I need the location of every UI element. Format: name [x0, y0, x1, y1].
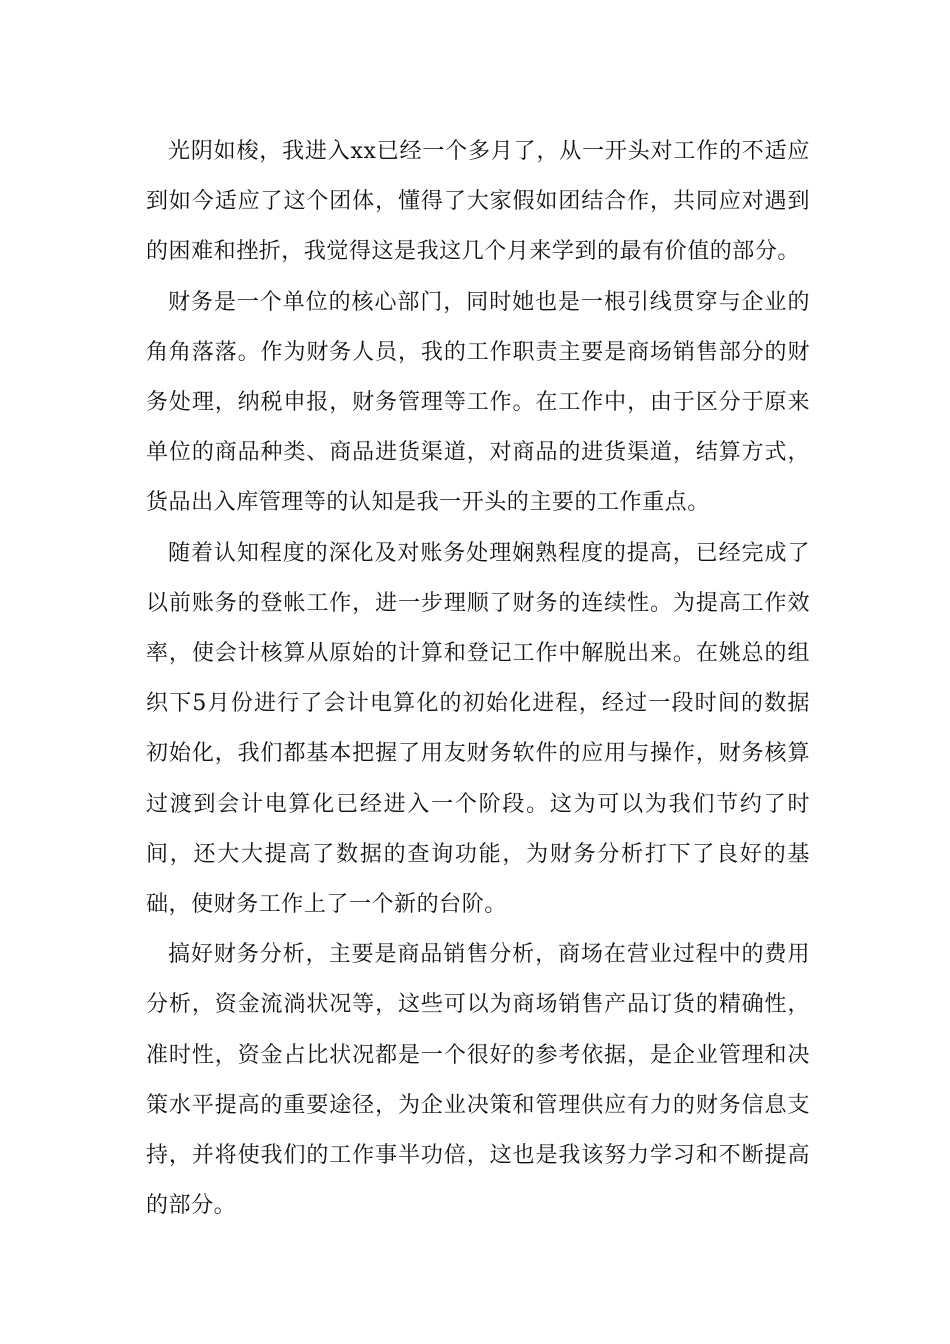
paragraph-4: 搞好财务分析，主要是商品销售分析，商场在营业过程中的费用分析，资金流淌状况等，这些可以为商场销售产品订货的精确性，准时性，资金占比状况都是一个很好的参考依据，是企业管理和决策水平提高的重要途径，为企业决策和管理供应有力的财务信息支持，并将使我们的工作事半功倍，这也是我该努力学习和不断提高的部分。	[146, 942, 810, 1219]
paragraph-1: 光阴如梭，我进入xx已经一个多月了，从一开头对工作的不适应到如今适应了这个团体，懂得了大家假如团结合作，共同应对遇到的困难和挫折，我觉得这是我这几个月来学到的最有价值的部分。	[146, 139, 810, 265]
paragraph-3: 随着认知程度的深化及对账务处理娴熟程度的提高，已经完成了以前账务的登帐工作，进一步理顺了财务的连续性。为提高工作效率，使会计核算从原始的计算和登记工作中解脱出来。在姚总的组织下5月份进行了会计电算化的初始化进程，经过一段时间的数据初始化，我们都基本把握了用友财务软件的应用与操作，财务核算过渡到会计电算化已经进入一个阶段。这为可以为我们节约了时间，还大大提高了数据的查询功能，为财务分析打下了良好的基础，使财务工作上了一个新的台阶。	[146, 540, 810, 918]
paragraph-2: 财务是一个单位的核心部门，同时她也是一根引线贯穿与企业的角角落落。作为财务人员，我的工作职责主要是商场销售部分的财务处理，纳税申报，财务管理等工作。在工作中，由于区分于原来单位的商品种类、商品进货渠道，对商品的进货渠道，结算方式，货品出入库管理等的认知是我一开头的主要的工作重点。	[146, 289, 810, 516]
document-body	[146, 127, 810, 1231]
